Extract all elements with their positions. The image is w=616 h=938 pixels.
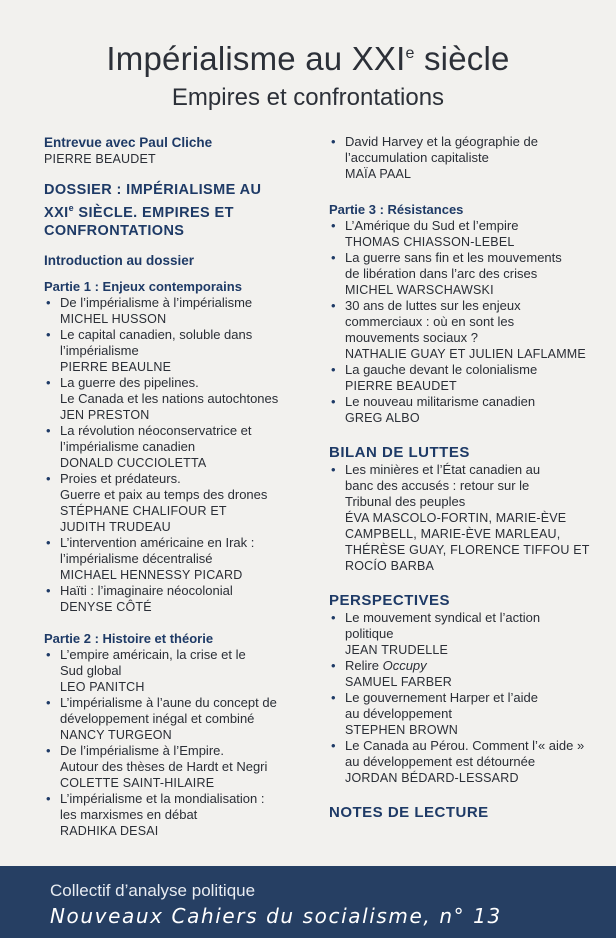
toc-entry [329,394,601,426]
entry-title: au développement est détournée [345,754,536,769]
bullet-icon: • [331,218,336,233]
entry-author: THÉRÈSE GUAY, FLORENCE TIFFOU ET [345,543,590,557]
entry-title: Tribunal des peuples [345,494,466,509]
entry-author: RADHIKA DESAI [60,823,159,838]
bullet-icon: • [331,690,336,705]
toc-entry [44,375,316,423]
entry-title: Les minières et l’État canadien au [345,462,541,477]
entry-author: PIERRE BEAULNE [60,359,172,374]
entry-title: Sud global [60,662,122,678]
entry-author: SAMUEL FARBER [345,675,453,689]
entry-title: Le capital canadien, soluble dans [60,326,253,342]
entry-title: L’impérialisme et la mondialisation : [60,790,265,806]
bullet-icon: • [46,422,51,438]
entry-author: JORDAN BÉDARD-LESSARD [345,771,519,785]
page-subtitle: Empires et confrontations [171,84,445,111]
entry-author: STÉPHANE CHALIFOUR ET [60,503,227,518]
entry-title: David Harvey et la géographie de [345,134,538,149]
bullet-icon: • [46,374,51,390]
entry-title: de libération dans l’arc des crises [345,266,538,281]
entry-author: MICHEL HUSSON [60,311,167,326]
interview-heading: Entrevue avec Paul Cliche [44,135,213,150]
part2-title: Partie 2 : Histoire et théorie [44,630,214,646]
entry-title: Guerre et paix au temps des drones [60,486,268,502]
bullet-icon: • [331,362,336,377]
part1-title: Partie 1 : Enjeux contemporains [44,278,242,294]
toc-entry [44,647,316,695]
page-title: Impérialisme au XXIe siècle [106,40,510,77]
bullet-icon: • [331,610,336,625]
intro-heading: Introduction au dossier [44,252,195,268]
toc-entry [329,218,601,250]
entry-title: Le gouvernement Harper et l’aide [345,690,538,705]
entry-title: l’impérialisme [60,342,139,358]
footer-collective: Collectif d’analyse politique [50,881,256,900]
title-superscript: e [405,45,415,62]
entry-author: CAMPBELL, MARIE-ÈVE MARLEAU, [345,527,561,541]
entry-title: De l’impérialisme à l’impérialisme [60,294,253,310]
entry-title: Le Canada au Pérou. Comment l’« aide » [345,738,585,753]
entry-author: PIERRE BEAUDET [345,379,457,393]
part2-list [44,647,316,839]
bullet-icon: • [46,470,51,486]
entry-title: L’empire américain, la crise et le [60,646,246,662]
entry-title: Haïti : l’imaginaire néocolonial [60,582,233,598]
toc-entry [44,743,316,791]
entry-title: La guerre des pipelines. [60,374,199,390]
part3-title: Partie 3 : Résistances [329,202,464,217]
toc-entry [329,610,601,658]
entry-title: l’impérialisme canadien [60,438,196,454]
bilan-list [329,462,601,574]
entry-title: l’impérialisme décentralisé [60,550,213,566]
toc-entry [329,250,601,298]
toc-entry [329,134,601,182]
bullet-icon: • [46,694,51,710]
entry-author: ROCÍO BARBA [345,559,435,573]
left-column [44,134,316,839]
bilan-heading: BILAN DE LUTTES [329,444,470,461]
entry-title: développement inégal et combiné [60,710,255,726]
entry-title: De l’impérialisme à l’Empire. [60,742,224,758]
entry-title: L’impérialisme à l’aune du concept de [60,694,277,710]
entry-title: les marxismes en débat [60,806,198,822]
toc-entry [44,423,316,471]
entry-title: Le nouveau militarisme canadien [345,394,536,409]
right-column [329,134,601,822]
part3-list [329,218,601,426]
entry-title: politique [345,626,394,641]
bullet-icon: • [331,738,336,753]
entry-title: Relire Occupy [345,658,427,673]
toc-entry [44,535,316,583]
toc-entry [44,295,316,327]
part1-list [44,295,316,615]
bullet-icon: • [46,646,51,662]
entry-author: MICHAEL HENNESSY PICARD [60,567,243,582]
perspectives-heading: PERSPECTIVES [329,592,451,609]
toc-entry [329,690,601,738]
entry-author: STEPHEN BROWN [345,723,459,737]
entry-author: DONALD CUCCIOLETTA [60,455,207,470]
bullet-icon: • [331,250,336,265]
toc-entry [329,738,601,786]
entry-author: JEAN TRUDELLE [345,643,449,657]
entry-author: ÉVA MASCOLO-FORTIN, MARIE-ÈVE [345,511,567,525]
entry-title: banc des accusés : retour sur le [345,478,530,493]
entry-title: au développement [345,706,452,721]
bullet-icon: • [331,462,336,477]
entry-title: Proies et prédateurs. [60,470,181,486]
dossier-heading: DOSSIER : IMPÉRIALISME AU XXIe SIÈCLE. EMPIRES ET CONFRONTATIONS [44,182,262,239]
bullet-icon: • [331,298,336,313]
footer-journal: Nouveaux Cahiers du socialisme, n° 13 [50,904,502,928]
entry-title: Le Canada et les nations autochtones [60,390,279,406]
bullet-icon: • [331,134,336,149]
entry-author: DENYSE CÔTÉ [60,599,152,614]
entry-author: JEN PRESTON [60,407,150,422]
entry-title: La révolution néoconservatrice et [60,422,252,438]
entry-title: mouvements sociaux ? [345,330,478,345]
entry-title: La guerre sans fin et les mouvements [345,250,562,265]
entry-author: MICHEL WARSCHAWSKI [345,283,494,297]
entry-title: commerciaux : où en sont les [345,314,515,329]
entry-title: Autour des thèses de Hardt et Negri [60,758,268,774]
toc-entry [329,658,601,690]
bullet-icon: • [331,658,336,673]
bullet-icon: • [46,742,51,758]
entry-title: Le mouvement syndical et l’action [345,610,541,625]
perspectives-list [329,610,601,786]
entry-title: La gauche devant le colonialisme [345,362,538,377]
interview-author: PIERRE BEAUDET [44,152,156,166]
entry-author: NATHALIE GUAY ET JULIEN LAFLAMME [345,347,586,361]
bullet-icon: • [46,582,51,598]
bullet-icon: • [46,534,51,550]
entry-title: L’intervention américaine en Irak : [60,534,255,550]
toc-entry [44,583,316,615]
toc-entry [329,362,601,394]
entry-author: JUDITH TRUDEAU [60,519,171,534]
bullet-icon: • [46,790,51,806]
entry-author: NANCY TURGEON [60,727,172,742]
toc-entry [44,471,316,535]
entry-author: MAÏA PAAL [345,167,412,181]
toc-entry [329,462,601,574]
entry-title: 30 ans de luttes sur les enjeux [345,298,521,313]
entry-author: LEO PANITCH [60,679,145,694]
bullet-icon: • [331,394,336,409]
entry-title: l’accumulation capitaliste [345,150,489,165]
notes-heading: NOTES DE LECTURE [329,804,489,821]
bullet-icon: • [46,326,51,342]
toc-entry [44,791,316,839]
toc-entry [329,298,601,362]
entry-title: L’Amérique du Sud et l’empire [345,218,519,233]
entry-author: THOMAS CHIASSON-LEBEL [345,235,515,249]
entry-author: COLETTE SAINT-HILAIRE [60,775,215,790]
toc-entry [44,695,316,743]
continued-list [329,134,601,182]
bullet-icon: • [46,294,51,310]
toc-entry [44,327,316,375]
entry-author: GREG ALBO [345,411,420,425]
